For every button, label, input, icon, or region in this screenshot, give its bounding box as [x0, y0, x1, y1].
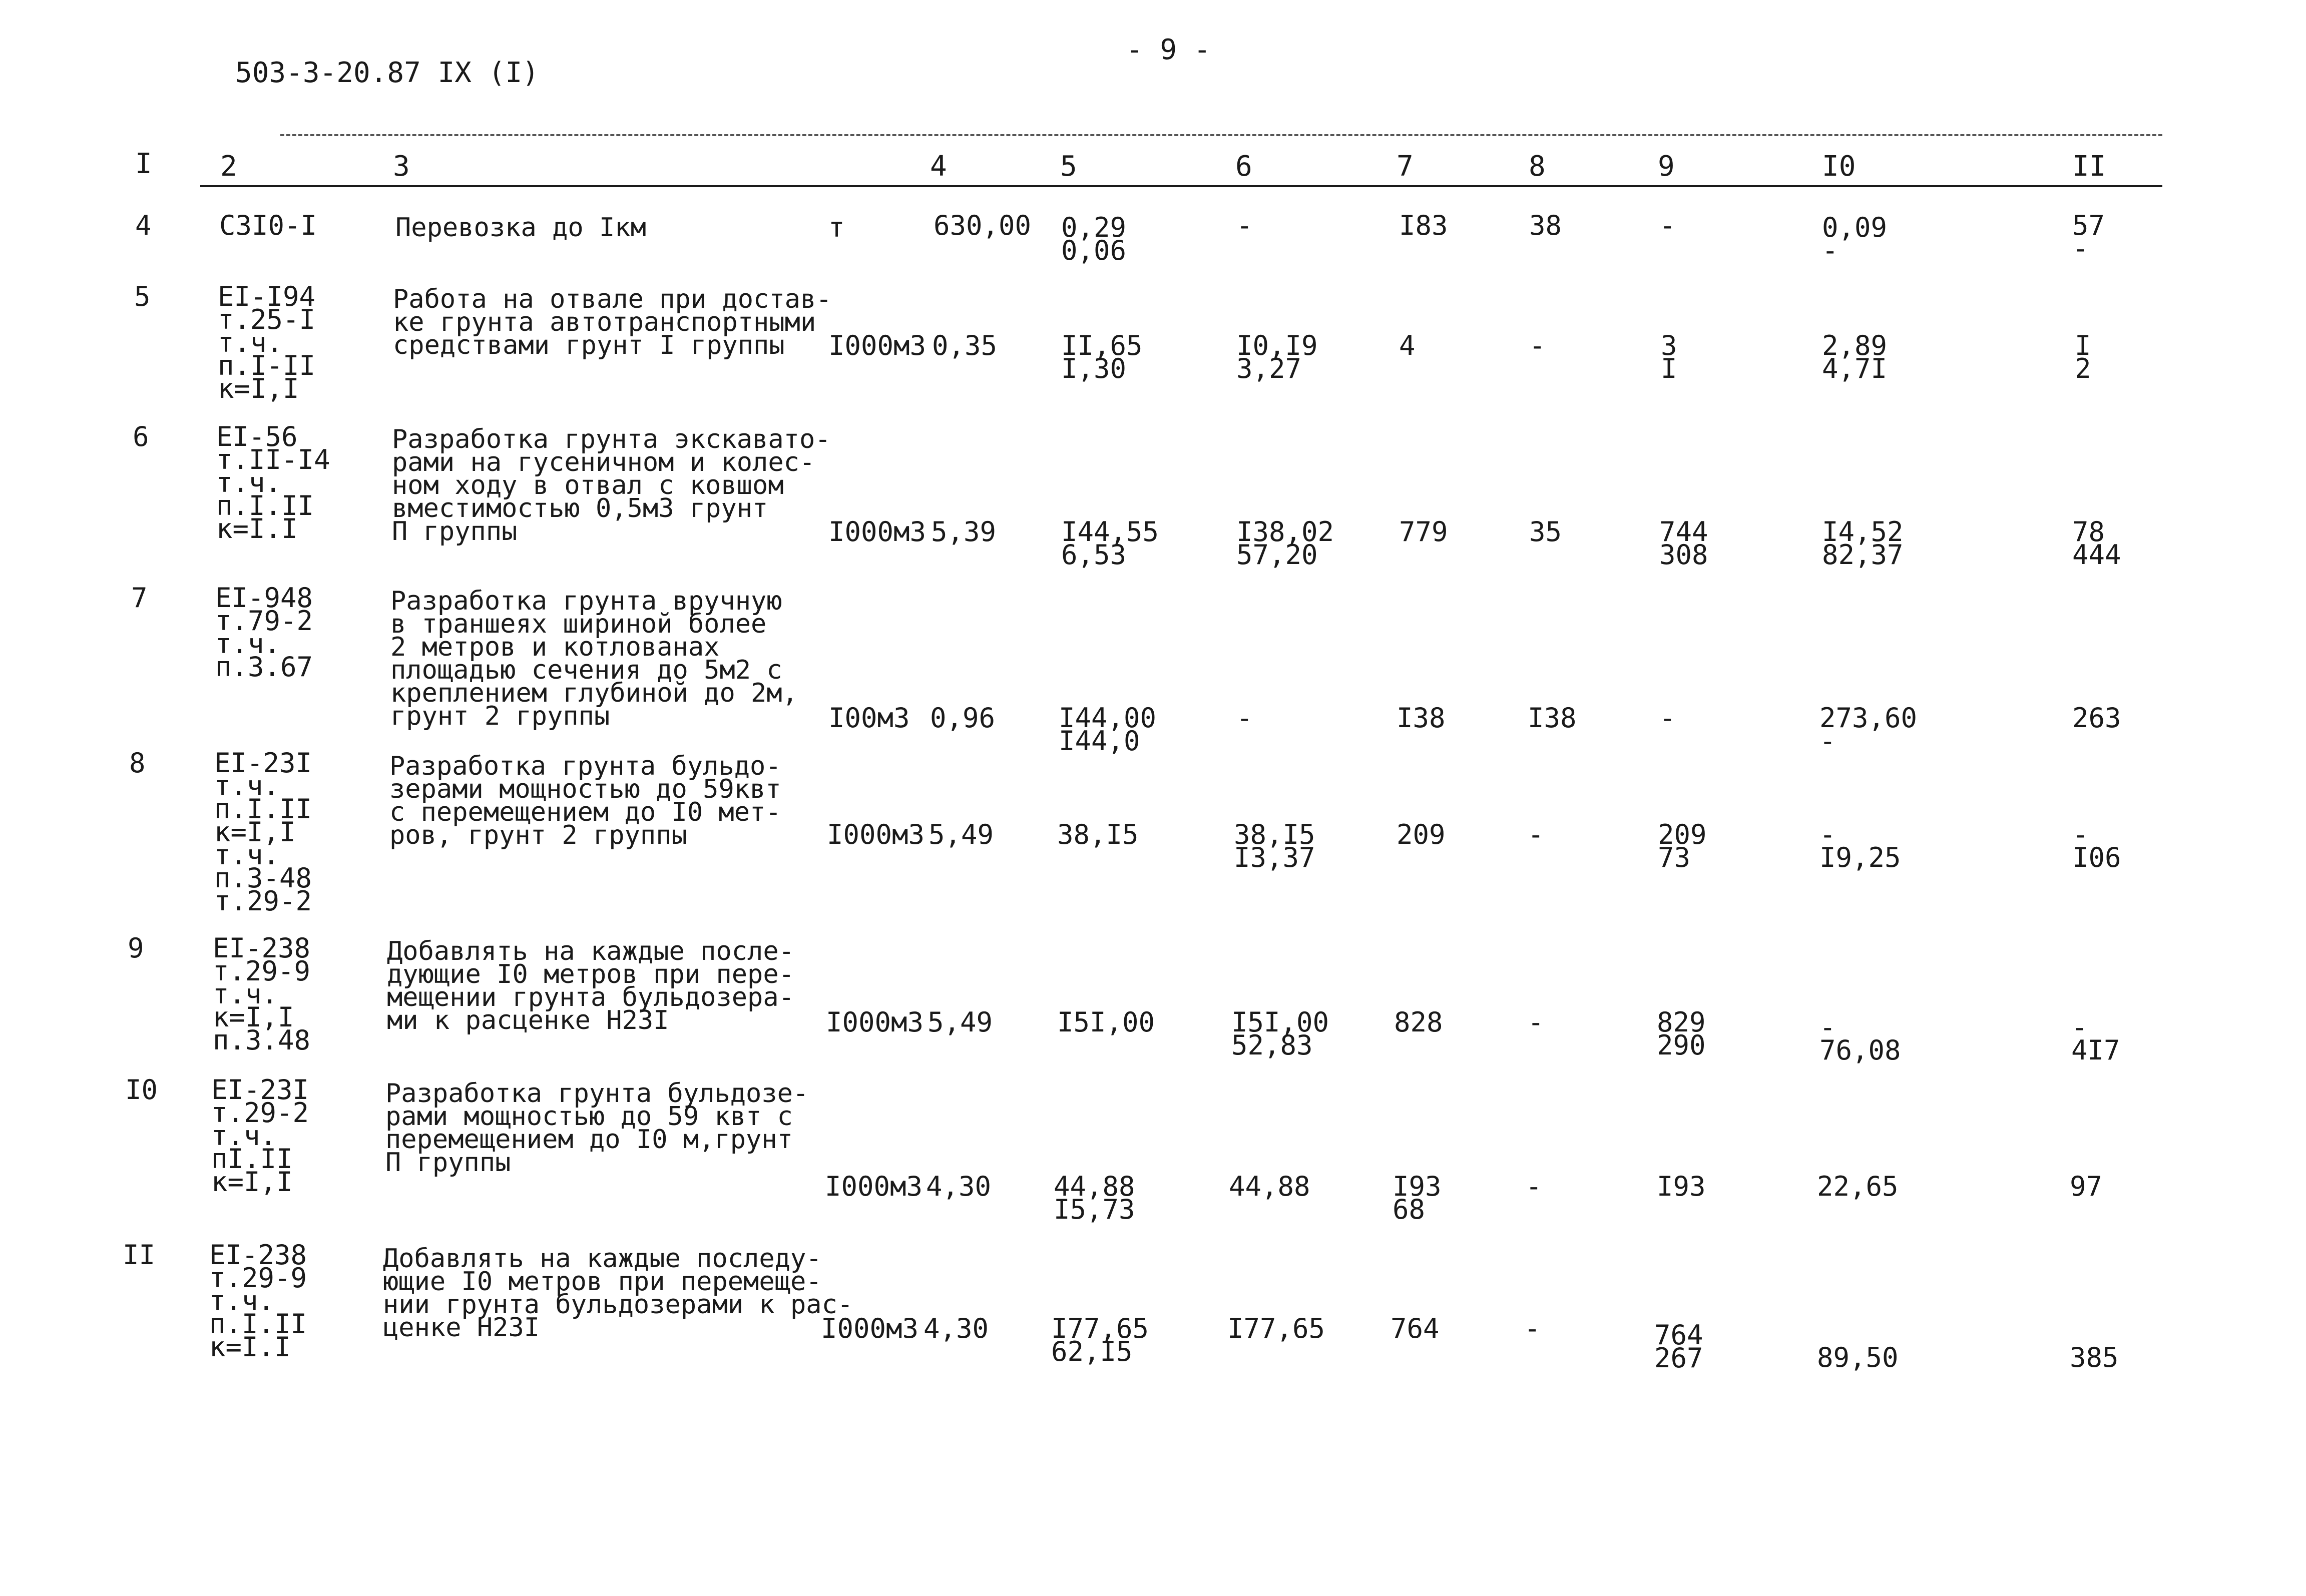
column-header-9: 9 — [1658, 150, 1675, 183]
col7-value: I93 68 — [1393, 1171, 1442, 1225]
work-description: Добавлять на каждые после- дующие I0 метров при пере- мещении грунта бульдозера- ми к расценке Н23I — [387, 936, 794, 1035]
work-description: Разработка грунта бульдо- зерами мощностью до 59квт с перемещением до I0 мет- ров, грунт 2 группы — [389, 751, 781, 850]
unit: I000м3 — [826, 1006, 924, 1038]
col11-value: - 4I7 — [2071, 1011, 2120, 1066]
document-code: 503-3-20.87 IX (I) — [235, 57, 539, 89]
col5-value: 44,88 I5,73 — [1054, 1171, 1135, 1225]
rate-code: EI-23I т.ч. п.I.II к=I,I т.ч. п.3-48 т.29-2 — [214, 747, 312, 917]
column-header-8: 8 — [1529, 150, 1546, 183]
column-header-10: I0 — [1822, 150, 1856, 183]
unit: I000м3 — [825, 1171, 923, 1202]
unit: I000м3 — [821, 1313, 919, 1344]
quantity: 5,49 — [929, 819, 994, 850]
col5-value: II,65 I,30 — [1061, 330, 1143, 384]
quantity: 5,49 — [928, 1006, 993, 1038]
col6-value: - — [1236, 210, 1253, 241]
column-header-rule — [200, 185, 2162, 187]
rate-code: EI-56 т.II-I4 т.ч. п.I.II к=I.I — [216, 421, 330, 545]
col7-value: 4 — [1399, 330, 1416, 361]
quantity: 4,30 — [924, 1313, 989, 1344]
col10-value: - I9,25 — [1819, 819, 1901, 873]
col5-value: 0,29 0,06 — [1061, 212, 1127, 266]
column-header-7: 7 — [1397, 150, 1414, 183]
col6-value: I38,02 57,20 — [1236, 516, 1334, 571]
col10-value: 2,89 4,7I — [1822, 330, 1888, 384]
col5-value: 38,I5 — [1057, 819, 1139, 850]
column-header-4: 4 — [930, 150, 947, 183]
page-number: - 9 - — [1126, 34, 1211, 66]
col7-value: 779 — [1399, 516, 1448, 548]
col9-value: - — [1659, 702, 1676, 734]
col5-value: I77,65 62,I5 — [1051, 1313, 1149, 1367]
col11-value: I 2 — [2075, 330, 2091, 384]
column-header-6: 6 — [1235, 150, 1252, 183]
col10-value: I4,52 82,37 — [1822, 516, 1904, 571]
row-number: I0 — [125, 1074, 158, 1106]
col7-value: 828 — [1394, 1006, 1443, 1038]
col11-value: 263 — [2072, 702, 2121, 734]
col10-value: - 76,08 — [1819, 1011, 1901, 1066]
rate-code: EI-238 т.29-9 т.ч. к=I,I п.3.48 — [213, 932, 311, 1056]
col5-value: I44,55 6,53 — [1061, 516, 1159, 571]
col6-value: - — [1236, 702, 1253, 734]
col9-value: 744 308 — [1659, 516, 1708, 571]
col11-value: - I06 — [2072, 819, 2121, 873]
column-header-1: I — [135, 148, 152, 180]
work-description: Разработка грунта экскавато- рами на гусеничном и колес- ном ходу в отвал с ковшом вместимостью 0,5м3 грунт П группы — [392, 424, 831, 547]
col8-value: - — [1526, 1171, 1542, 1202]
col7-value: 209 — [1397, 819, 1446, 850]
col11-value: 57 - — [2072, 210, 2105, 264]
row-number: II — [123, 1239, 156, 1271]
quantity: 5,39 — [931, 516, 997, 548]
col8-value: - — [1528, 819, 1544, 850]
quantity: 0,96 — [930, 702, 996, 734]
col6-value: 38,I5 I3,37 — [1234, 819, 1315, 873]
col7-value: I38 — [1397, 702, 1446, 734]
col8-value: - — [1528, 1006, 1544, 1038]
work-description: Разработка грунта бульдозе- рами мощностью до 59 квт с перемещением до I0 м,грунт П группы — [385, 1079, 809, 1178]
work-description: Добавлять на каждые последу- ющие I0 метров при перемеще- нии грунта бульдозерами к рас- ценке Н23I — [383, 1244, 853, 1343]
col8-value: 38 — [1529, 210, 1562, 241]
unit: I000м3 — [828, 516, 927, 548]
row-number: 8 — [129, 747, 146, 779]
column-header-5: 5 — [1060, 150, 1077, 183]
col8-value: - — [1524, 1313, 1541, 1344]
col6-value: 44,88 — [1229, 1171, 1310, 1202]
rate-code: EI-238 т.29-9 т.ч. п.I.II к=I.I — [209, 1239, 307, 1363]
work-description: Работа на отвале при достав- ке грунта автотранспортными средствами грунт I группы — [393, 284, 832, 360]
col8-value: I38 — [1528, 702, 1577, 734]
table-top-rule — [280, 134, 2162, 136]
rate-code: EI-23I т.29-2 т.ч. пI.II к=I,I — [211, 1074, 309, 1198]
row-number: 4 — [135, 210, 152, 241]
col6-value: I5I,00 52,83 — [1231, 1006, 1329, 1061]
row-number: 9 — [128, 932, 144, 964]
col5-value: I5I,00 — [1057, 1006, 1155, 1038]
col10-value: 89,50 — [1817, 1342, 1899, 1373]
col7-value: I83 — [1399, 210, 1448, 241]
row-number: 7 — [131, 582, 148, 614]
unit: I00м3 — [828, 702, 910, 734]
col8-value: - — [1529, 330, 1546, 361]
col8-value: 35 — [1529, 516, 1562, 548]
column-header-2: 2 — [220, 150, 237, 183]
col6-value: I77,65 — [1227, 1313, 1325, 1344]
quantity: 630,00 — [934, 210, 1032, 241]
rate-code: EI-948 т.79-2 т.ч. п.3.67 — [215, 582, 313, 683]
col9-value: I93 — [1657, 1171, 1706, 1202]
col11-value: 385 — [2070, 1342, 2119, 1373]
col10-value: 0,09 - — [1822, 212, 1888, 266]
col9-value: 829 290 — [1657, 1006, 1706, 1061]
work-description: Перевозка до Iкм — [395, 213, 646, 243]
rate-code: C3I0-I — [219, 210, 317, 241]
rate-code: EI-I94 т.25-I т.ч. п.I-II к=I,I — [218, 281, 316, 404]
col5-value: I44,00 I44,0 — [1059, 702, 1157, 757]
col11-value: 78 444 — [2072, 516, 2121, 571]
col6-value: I0,I9 3,27 — [1236, 330, 1318, 384]
col9-value: 764 267 — [1654, 1319, 1703, 1374]
column-header-3: 3 — [393, 150, 410, 183]
col10-value: 273,60 - — [1819, 702, 1918, 757]
quantity: 4,30 — [926, 1171, 992, 1202]
col7-value: 764 — [1391, 1313, 1440, 1344]
row-number: 5 — [134, 281, 151, 312]
unit: I000м3 — [827, 819, 925, 850]
column-header-11: II — [2072, 150, 2106, 183]
unit: т — [828, 212, 845, 243]
col10-value: 22,65 — [1817, 1171, 1899, 1202]
row-number: 6 — [133, 421, 149, 452]
col11-value: 97 — [2070, 1171, 2103, 1202]
unit: I000м3 — [828, 330, 927, 361]
col9-value: - — [1659, 210, 1676, 241]
quantity: 0,35 — [932, 330, 998, 361]
col9-value: 209 73 — [1658, 819, 1707, 873]
col9-value: 3 I — [1661, 330, 1677, 384]
work-description: Разработка грунта вручную в траншеях шириной более 2 метров и котлованах площадью сечения до 5м2 с креплением глубиной до 2м, грунт 2 группы — [390, 586, 798, 731]
